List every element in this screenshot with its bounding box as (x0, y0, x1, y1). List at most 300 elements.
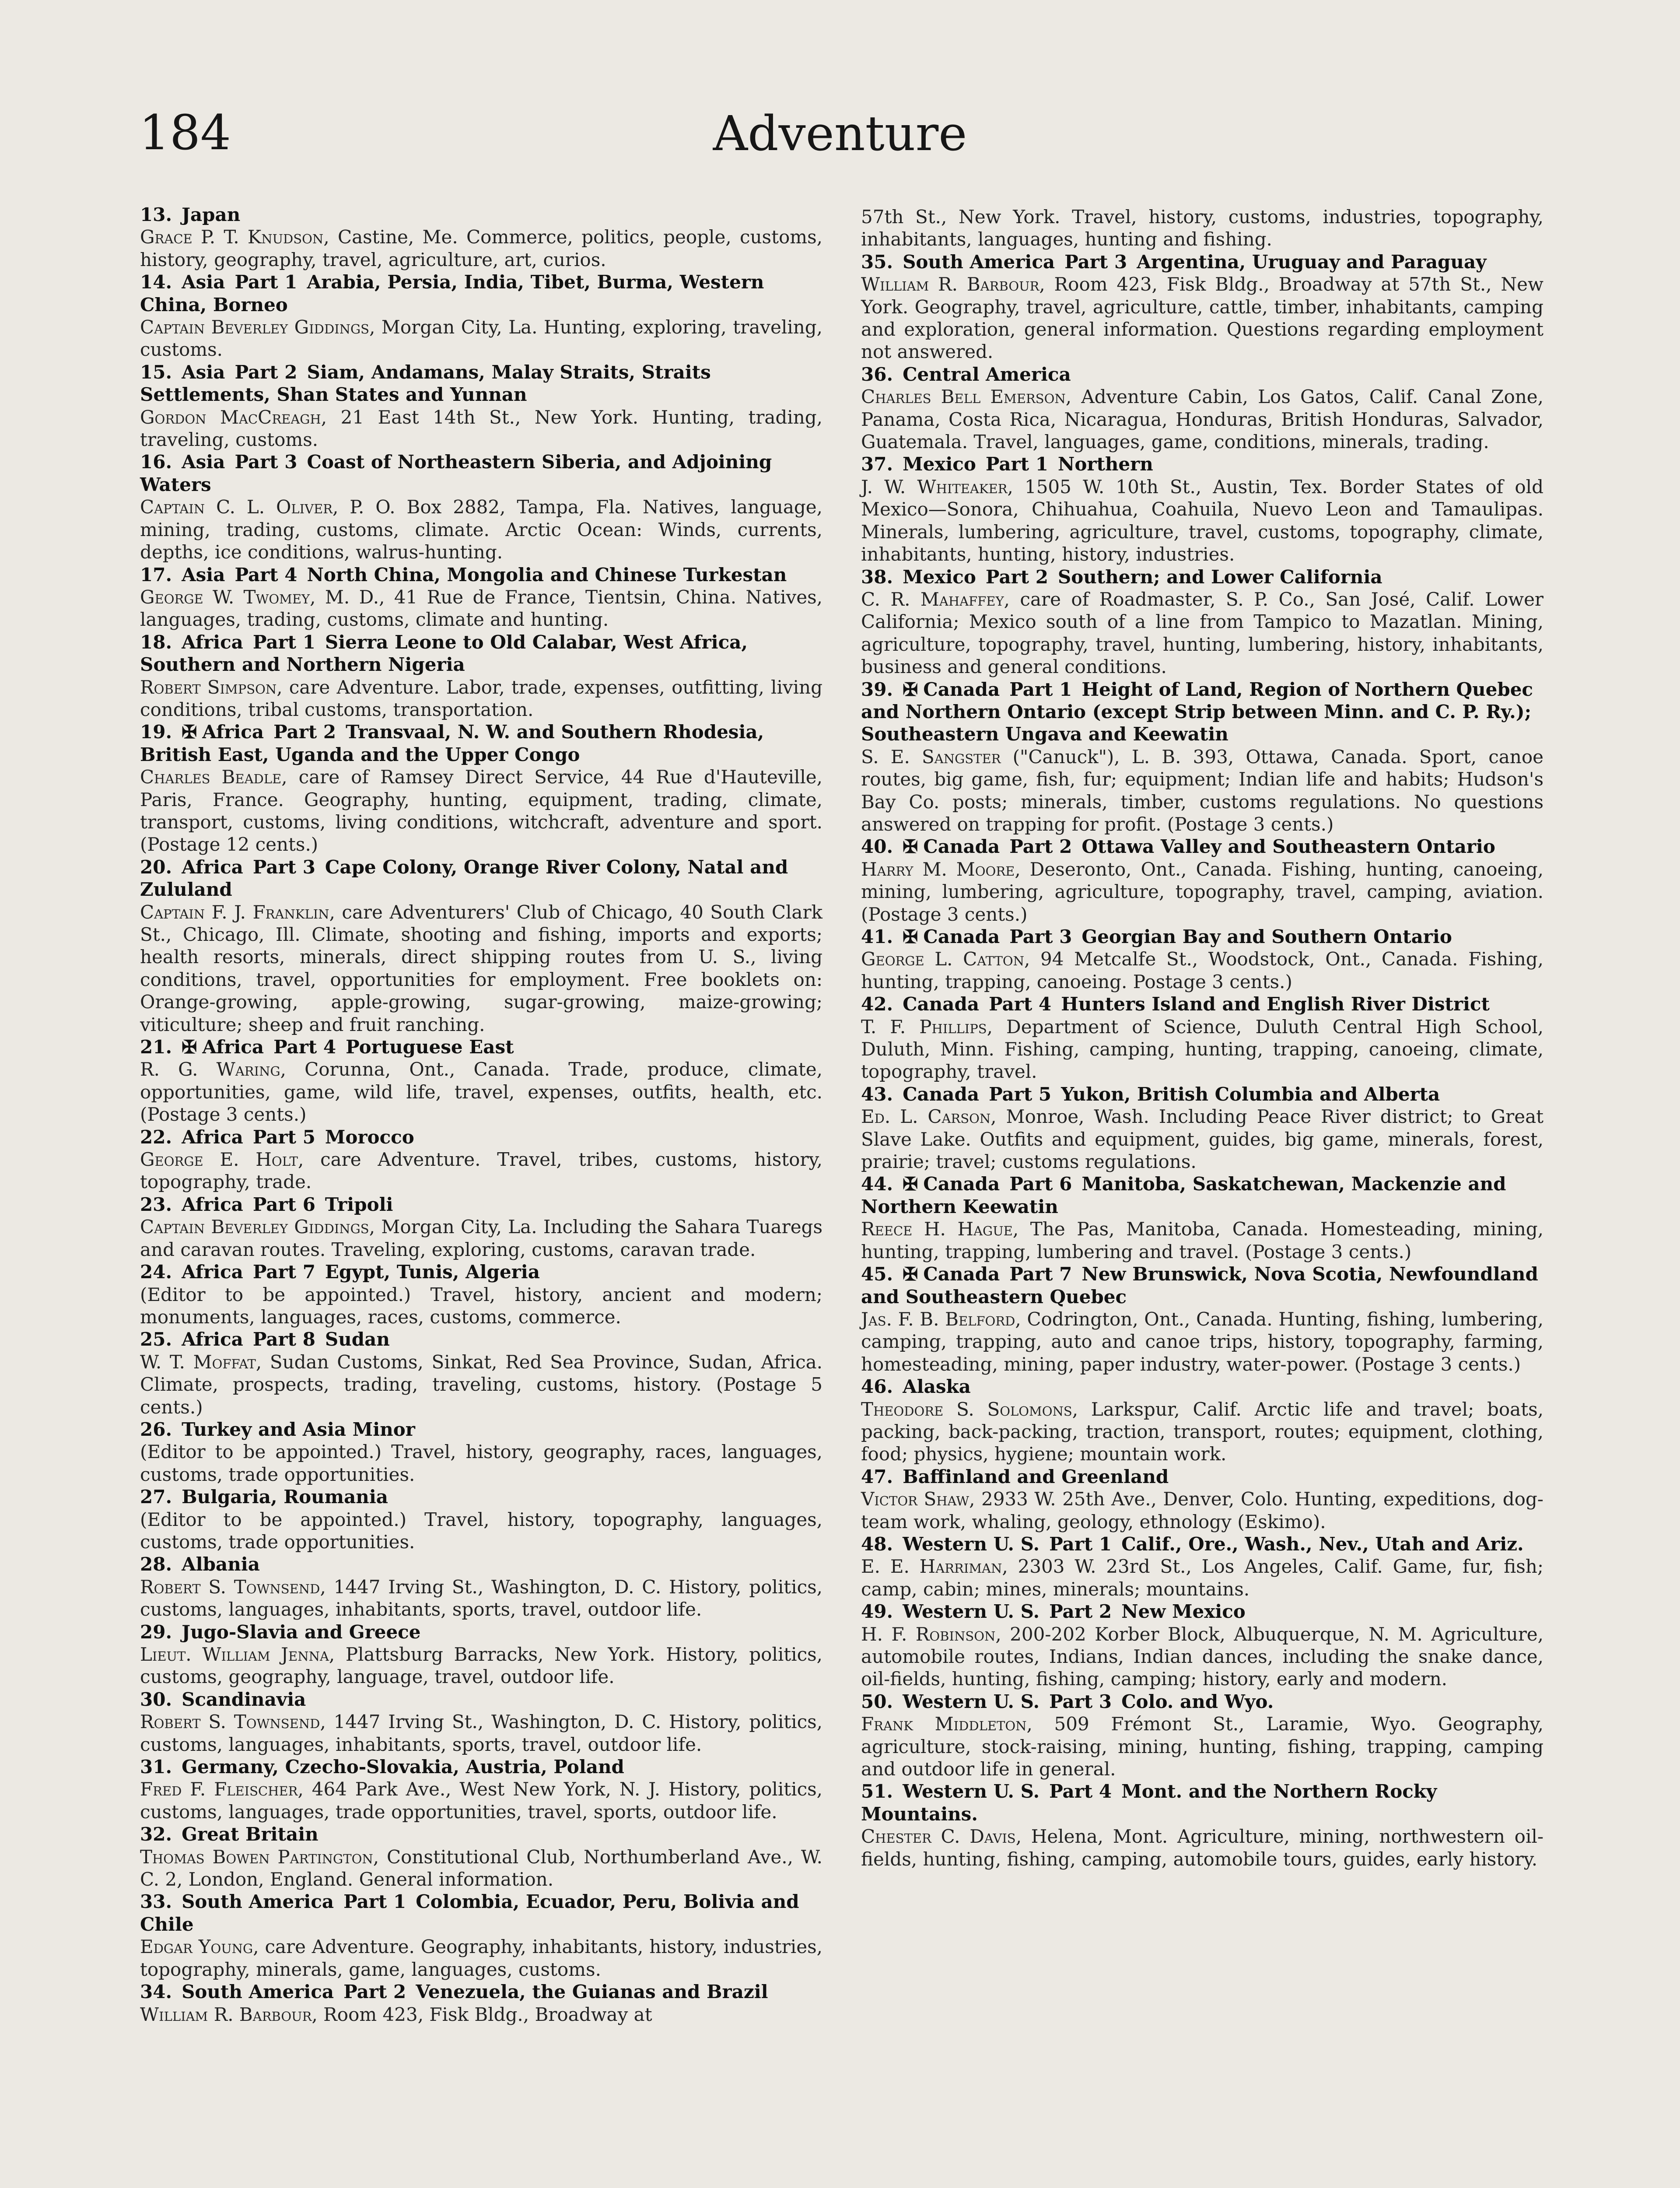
editor-name: Jas. F. B. Belford (861, 1308, 1015, 1330)
entry-part: Part 4 (989, 993, 1052, 1015)
entry-topic: Transvaal, N. W. and Southern Rhodesia, British East, Uganda and the Upper Congo (140, 721, 764, 765)
entry-part: Part 1 (343, 1891, 406, 1913)
editor-name: Thomas Bowen Partington (140, 1846, 373, 1868)
entry-number: 16. (140, 451, 172, 473)
directory-entry (140, 271, 822, 361)
right-column (861, 206, 1544, 1870)
entry-body (861, 588, 1544, 678)
cross-icon: ✠ (903, 836, 918, 858)
entry-number: 51. (861, 1781, 893, 1802)
entry-region: Africa (202, 721, 264, 743)
entry-topic: Height of Land, Region of Northern Quebec and Northern Ontario (except Strip between Minn. and C. P. Ry.); Southeastern Ungava and Keewatin (861, 678, 1533, 745)
entry-heading (861, 926, 1544, 948)
entry-description: , P. O. Box 2882, Tampa, Fla. Natives, language, mining, trading, customs, climate. Arctic Ocean: Winds, currents, depths, ice conditions, walrus-hunting. (140, 496, 822, 563)
entry-description: , Sudan Customs, Sinkat, Red Sea Province, Sudan, Africa. Climate, prospects, trading, traveling, customs, history. (Postage 5 cents.) (140, 1351, 822, 1418)
entry-part: Part 1 (252, 631, 315, 653)
entry-body (861, 1218, 1544, 1263)
entry-number: 15. (140, 361, 172, 383)
entry-heading (140, 271, 822, 316)
entry-body (140, 496, 822, 563)
entry-description: , Plattsburg Barracks, New York. History, politics, customs, geography, language, travel, outdoor life. (140, 1644, 822, 1688)
entry-part: Part 1 (234, 271, 298, 293)
entry-region: Western U. S. (903, 1601, 1040, 1623)
entry-description: , The Pas, Manitoba, Canada. Homesteading, mining, hunting, trapping, lumbering and travel. (Postage 3 cents.) (861, 1218, 1544, 1262)
directory-entry (140, 1756, 822, 1823)
entry-heading (861, 251, 1544, 273)
entry-region: Bulgaria, Roumania (182, 1486, 388, 1508)
entry-heading (140, 564, 822, 586)
entry-number: 50. (861, 1690, 893, 1712)
entry-part: Part 3 (1009, 926, 1072, 947)
entry-number: 38. (861, 566, 893, 588)
entry-part: Part 4 (1049, 1781, 1112, 1802)
entry-number: 45. (861, 1263, 893, 1285)
entry-number: 28. (140, 1553, 172, 1575)
entry-heading (140, 1418, 822, 1441)
entry-topic: Colombia, Ecuador, Peru, Bolivia and Chile (140, 1891, 799, 1935)
entry-region: Albania (182, 1553, 260, 1575)
entry-description: , Constitutional Club, Northumberland Ave., W. C. 2, London, England. General information. (140, 1846, 822, 1890)
entry-region: Canada (923, 836, 1000, 858)
entry-description: , Adventure Cabin, Los Gatos, Calif. Canal Zone, Panama, Costa Rica, Nicaragua, Honduras, British Honduras, Salvador, Guatemala. Travel, languages, game, conditions, minerals, trading. (861, 386, 1544, 453)
editor-name: E. E. Harriman (861, 1556, 1002, 1578)
entry-number: 47. (861, 1466, 893, 1487)
entry-body (861, 1555, 1544, 1600)
entry-body (861, 948, 1544, 993)
entry-body (140, 226, 822, 271)
entry-body (140, 1711, 822, 1756)
entry-topic: Colo. and Wyo. (1121, 1690, 1274, 1712)
entry-body (140, 1216, 822, 1261)
directory-entry (861, 251, 1544, 363)
entry-number: 26. (140, 1418, 172, 1440)
entry-region: Canada (923, 1263, 1000, 1285)
directory-entry (140, 1688, 822, 1756)
entry-heading (140, 1688, 822, 1711)
entry-body (861, 1623, 1544, 1690)
directory-entry (140, 564, 822, 631)
editor-name: Grace P. T. Knudson (140, 226, 324, 248)
entry-description: ("Canuck"), L. B. 393, Ottawa, Canada. Sport, canoe routes, big game, fish, fur; equipment; Indian life and habits; Hudson's Bay Co. posts; minerals, timber, customs regulations. No questions answered on trapping for profit. (Postage 3 cents.) (861, 746, 1544, 835)
entry-heading (140, 1193, 822, 1216)
entry-part: Part 4 (273, 1036, 336, 1058)
cross-icon: ✠ (182, 1036, 197, 1058)
entry-description: , 1505 W. 10th St., Austin, Tex. Border States of old Mexico—Sonora, Chihuahua, Coahuila, Nuevo Leon and Tamaulipas. Minerals, lumbering, agriculture, travel, customs, topography, climate, inhabitants, hunting, history, industries. (861, 476, 1544, 565)
entry-number: 41. (861, 926, 893, 947)
entry-body (861, 858, 1544, 926)
entry-description: , Helena, Mont. Agriculture, mining, northwestern oil-fields, hunting, fishing, camping, automobile tours, guides, early history. (861, 1826, 1544, 1870)
directory-entry (140, 1261, 822, 1328)
entry-topic: Southern; and Lower California (1057, 566, 1382, 588)
entry-region: Germany, Czecho-Slovakia, Austria, Poland (182, 1756, 624, 1778)
directory-entry (861, 1083, 1544, 1173)
entry-topic: North China, Mongolia and Chinese Turkestan (307, 564, 787, 586)
directory-entry (861, 1780, 1544, 1870)
entry-region: Western U. S. (903, 1533, 1040, 1555)
entry-topic: Mont. and the Northern Rocky Mountains. (861, 1781, 1437, 1825)
entry-description: , Morgan City, La. Hunting, exploring, traveling, customs. (140, 316, 822, 361)
entry-body (861, 1398, 1544, 1466)
entry-body (861, 1488, 1544, 1533)
entry-description: , M. D., 41 Rue de France, Tientsin, China. Natives, languages, trading, customs, climate and hunting. (140, 586, 822, 631)
entry-number: 32. (140, 1823, 172, 1845)
entry-region: Canada (903, 1083, 980, 1105)
entry-heading (140, 856, 822, 901)
entry-topic: Calif., Ore., Wash., Nev., Utah and Ariz. (1121, 1533, 1524, 1555)
cross-icon: ✠ (903, 678, 918, 700)
entry-part: Part 2 (343, 1981, 406, 2003)
entry-topic: New Brunswick, Nova Scotia, Newfoundland and Southeastern Quebec (861, 1263, 1538, 1308)
entry-part: Part 5 (252, 1126, 315, 1148)
entry-body (861, 746, 1544, 836)
entry-body (140, 1846, 822, 1891)
entry-topic: Morocco (325, 1126, 414, 1148)
entry-topic: Georgian Bay and Southern Ontario (1082, 926, 1452, 947)
editor-name: Ed. L. Carson (861, 1106, 991, 1128)
entry-part: Part 8 (252, 1329, 315, 1350)
entry-description: , Room 423, Fisk Bldg., Broadway at (312, 2003, 652, 2025)
entry-description: , 21 East 14th St., New York. Hunting, trading, traveling, customs. (140, 406, 823, 451)
entry-topic: Siam, Andamans, Malay Straits, Straits Settlements, Shan States and Yunnan (140, 361, 711, 406)
directory-entry (140, 451, 822, 563)
entry-heading (140, 1553, 822, 1575)
entry-number: 23. (140, 1193, 172, 1215)
entry-description: , care Adventure. Labor, trade, expenses, outfitting, living conditions, tribal customs, transportation. (140, 676, 822, 720)
entry-body (140, 1778, 822, 1823)
entry-region: Africa (182, 1193, 243, 1215)
entry-region: Asia (182, 361, 225, 383)
entry-region: Africa (182, 856, 243, 878)
editor-name: George L. Catton (861, 948, 1025, 970)
entry-heading (861, 1600, 1544, 1623)
directory-entry (861, 206, 1544, 251)
entry-number: 34. (140, 1981, 172, 2003)
directory-entry (140, 1890, 822, 1981)
entry-body (861, 1713, 1544, 1780)
editor-name: Gordon MacCreagh (140, 406, 321, 428)
entry-number: 39. (861, 678, 893, 700)
directory-entry (140, 361, 822, 451)
entry-body (861, 206, 1544, 251)
entry-region: Japan (182, 204, 241, 225)
entry-description: , Corunna, Ont., Canada. Trade, produce, climate, opportunities, game, wild life, travel, expenses, outfits, health, etc. (Postage 3 cents.) (140, 1059, 822, 1126)
entry-region: Asia (182, 564, 225, 586)
entry-part: Part 7 (252, 1261, 315, 1283)
entry-heading (861, 678, 1544, 746)
directory-entry (861, 566, 1544, 678)
entry-topic: Portuguese East (346, 1036, 514, 1058)
entry-region: Western U. S. (903, 1781, 1040, 1802)
entry-part: Part 1 (1049, 1533, 1112, 1555)
editor-name: George W. Twomey (140, 586, 310, 608)
editor-name: H. F. Robinson (861, 1623, 996, 1645)
entry-region: Africa (182, 1329, 243, 1350)
entry-region: Scandinavia (182, 1688, 306, 1710)
cross-icon: ✠ (903, 1263, 918, 1285)
editor-name: Reece H. Hague (861, 1218, 1013, 1240)
entry-body (861, 476, 1544, 566)
entry-body (861, 386, 1544, 453)
entry-region: Turkey and Asia Minor (182, 1418, 415, 1440)
entry-description: , Codrington, Ont., Canada. Hunting, fishing, lumbering, camping, trapping, auto and canoe trips, history, topography, farming, homesteading, mining, paper industry, water-power. (Postage 3 cents.) (861, 1308, 1544, 1375)
entry-heading (861, 1173, 1544, 1218)
entry-heading (140, 1126, 822, 1148)
entry-number: 42. (861, 993, 893, 1015)
entry-region: Asia (182, 451, 225, 473)
entry-part: Part 2 (234, 361, 298, 383)
directory-entry (861, 1600, 1544, 1690)
entry-region: Canada (903, 993, 980, 1015)
entry-number: 36. (861, 363, 893, 385)
left-column (140, 203, 822, 2026)
entry-region: Mexico (903, 453, 976, 475)
entry-number: 40. (861, 836, 893, 858)
directory-entry (140, 1486, 822, 1553)
editor-name: C. R. Mahaffey (861, 588, 1004, 610)
editor-name: Victor Shaw (861, 1488, 970, 1510)
directory-entry (861, 1173, 1544, 1263)
entry-heading (140, 1981, 822, 2003)
cross-icon: ✠ (903, 1173, 918, 1195)
entry-number: 33. (140, 1891, 172, 1913)
entry-number: 22. (140, 1126, 172, 1148)
entry-number: 35. (861, 251, 893, 273)
directory-entry (140, 1193, 822, 1261)
entry-topic: Ottawa Valley and Southeastern Ontario (1082, 836, 1495, 858)
entry-description: , care Adventurers' Club of Chicago, 40 South Clark St., Chicago, Ill. Climate, shooting and fishing, imports and exports; health resorts, minerals, direct shipping routes from U. S., living conditions, travel, opportunities for employment. Free booklets on: Orange-growing, apple-growing, sugar-growing, maize-growing; viticulture; sheep and fruit ranching. (140, 901, 822, 1035)
directory-entry (140, 1621, 822, 1688)
entry-number: 30. (140, 1688, 172, 1710)
entry-description: , care Adventure. Geography, inhabitants, history, industries, topography, minerals, game, languages, customs. (140, 1936, 823, 1980)
entry-body (140, 901, 822, 1036)
entry-region: Alaska (903, 1376, 971, 1398)
entry-description: , Larkspur, Calif. Arctic life and travel; boats, packing, back-packing, traction, transport, routes; equipment, clothing, food; physics, hygiene; mountain work. (861, 1398, 1544, 1465)
page-number: 184 (139, 105, 231, 161)
directory-entry (861, 1466, 1544, 1533)
entry-heading (861, 363, 1544, 386)
directory-entry (140, 1418, 822, 1486)
entry-heading (140, 1890, 822, 1936)
directory-entry (861, 1690, 1544, 1781)
entry-heading (861, 1466, 1544, 1488)
directory-entry (861, 1263, 1544, 1375)
entry-topic: Yukon, British Columbia and Alberta (1061, 1083, 1440, 1105)
entry-description: , care Adventure. Travel, tribes, customs, history, topography, trade. (140, 1149, 823, 1193)
entry-number: 27. (140, 1486, 172, 1508)
entry-part: Part 3 (1049, 1690, 1112, 1712)
entry-heading (140, 451, 822, 496)
entry-heading (861, 835, 1544, 858)
editor-name: Charles Bell Emerson (861, 386, 1066, 408)
entry-body (140, 766, 822, 856)
entry-number: 24. (140, 1261, 172, 1283)
entry-number: 31. (140, 1756, 172, 1778)
entry-region: Africa (182, 1126, 243, 1148)
entry-part: Part 5 (989, 1083, 1052, 1105)
entry-part: Part 6 (1009, 1173, 1072, 1195)
entry-number: 48. (861, 1533, 893, 1555)
entry-description: , care of Ramsey Direct Service, 44 Rue d'Hauteville, Paris, France. Geography, hunting, equipment, trading, climate, transport, customs, living conditions, witchcraft, adventure and sport. (Postage 12 cents.) (140, 766, 822, 856)
entry-number: 20. (140, 856, 172, 878)
entry-part: Part 2 (1009, 836, 1072, 858)
entry-body (140, 1351, 822, 1418)
entry-region: Africa (202, 1036, 264, 1058)
entry-description: (Editor to be appointed.) Travel, history, geography, races, languages, customs, trade opportunities. (140, 1441, 822, 1485)
entry-number: 43. (861, 1083, 893, 1105)
entry-region: Jugo-Slavia and Greece (182, 1621, 421, 1643)
entry-topic: Manitoba, Saskatchewan, Mackenzie and Northern Keewatin (861, 1173, 1506, 1217)
entry-description: , Castine, Me. Commerce, politics, people, customs, history, geography, travel, agriculture, art, curios. (140, 226, 822, 270)
entry-part: Part 3 (252, 856, 315, 878)
entry-body (140, 1148, 822, 1193)
editor-name: Theodore S. Solomons (861, 1398, 1072, 1420)
entry-part: Part 1 (1009, 678, 1072, 700)
entry-topic: Hunters Island and English River District (1061, 993, 1490, 1015)
entry-description: , care of Roadmaster, S. P. Co., San José, Calif. Lower California; Mexico south of a line from Tampico to Mazatlan. Mining, agriculture, topography, travel, hunting, lumbering, history, inhabitants, business and general conditions. (861, 588, 1544, 678)
editor-name: Captain F. J. Franklin (140, 901, 329, 923)
entry-topic: Cape Colony, Orange River Colony, Natal and Zululand (140, 856, 788, 901)
entry-part: Part 6 (252, 1193, 315, 1215)
entry-heading (861, 453, 1544, 475)
entry-number: 49. (861, 1601, 893, 1623)
entry-description: , Room 423, Fisk Bldg., Broadway at 57th St., New York. Geography, travel, agriculture, cattle, timber, inhabitants, camping and exploration, general information. Questions regarding employment not answered. (861, 274, 1544, 363)
entry-body (140, 2003, 822, 2026)
entry-region: Great Britain (182, 1823, 318, 1845)
editor-name: Captain Beverley Giddings (140, 1216, 369, 1238)
editor-name: Lieut. William Jenna (140, 1644, 329, 1665)
entry-number: 37. (861, 453, 893, 475)
entry-region: Western U. S. (903, 1690, 1040, 1712)
entry-topic: Northern (1057, 453, 1153, 475)
editor-name: William R. Barbour (861, 274, 1040, 295)
entry-heading (140, 1261, 822, 1283)
entry-part: Part 7 (1009, 1263, 1072, 1285)
directory-entry (140, 1036, 822, 1126)
entry-region: Canada (923, 1173, 1000, 1195)
cross-icon: ✠ (903, 926, 918, 947)
entry-description: , 2303 W. 23rd St., Los Angeles, Calif. Game, fur, fish; camp, cabin; mines, minerals; mountains. (861, 1556, 1544, 1600)
editor-name: Chester C. Davis (861, 1826, 1016, 1848)
entry-body (140, 586, 822, 631)
entry-body (861, 1308, 1544, 1375)
entry-part: Part 3 (1064, 251, 1127, 273)
editor-name: Robert Simpson (140, 676, 277, 698)
entry-region: Baffinland and Greenland (903, 1466, 1169, 1487)
entry-description: , 464 Park Ave., West New York, N. J. History, politics, customs, languages, trade opportunities, travel, sports, outdoor life. (140, 1778, 822, 1823)
entry-body (861, 1105, 1544, 1173)
directory-entry (861, 926, 1544, 993)
entry-heading (861, 1533, 1544, 1555)
entry-description: , 2933 W. 25th Ave., Denver, Colo. Hunting, expeditions, dog-team work, whaling, geology, ethnology (Eskimo). (861, 1488, 1544, 1532)
directory-entry (140, 856, 822, 1036)
directory-entry (140, 1823, 822, 1890)
entry-body (861, 1825, 1544, 1870)
editor-name: Robert S. Townsend (140, 1576, 320, 1598)
entry-body (140, 676, 822, 721)
entry-topic: Tripoli (325, 1193, 393, 1215)
entry-body (140, 406, 822, 451)
entry-topic: Sudan (325, 1329, 390, 1350)
editor-name: R. G. Waring (140, 1059, 280, 1080)
entry-number: 19. (140, 721, 172, 743)
directory-entry (861, 678, 1544, 836)
entry-part: Part 2 (985, 566, 1048, 588)
entry-heading (140, 721, 822, 766)
entry-topic: Argentina, Uruguay and Paraguay (1137, 251, 1487, 273)
entry-heading (140, 1486, 822, 1508)
entry-number: 14. (140, 271, 172, 293)
editor-name: J. W. Whiteaker (861, 476, 1008, 498)
entry-body (140, 1936, 822, 1981)
editor-name: Edgar Young (140, 1936, 253, 1958)
entry-topic: Sierra Leone to Old Calabar, West Africa, Southern and Northern Nigeria (140, 631, 748, 676)
entry-region: Central America (903, 363, 1071, 385)
entry-heading (140, 631, 822, 676)
entry-part: Part 4 (234, 564, 298, 586)
entry-topic: Venezuela, the Guianas and Brazil (416, 1981, 768, 2003)
entry-number: 13. (140, 204, 172, 225)
entry-part: Part 2 (273, 721, 336, 743)
entry-heading (140, 1621, 822, 1643)
entry-description: , 509 Frémont St., Laramie, Wyo. Geography, agriculture, stock-raising, mining, hunting, fishing, trapping, camping and outdoor life in general. (861, 1713, 1544, 1780)
entry-heading (861, 993, 1544, 1015)
editor-name: Captain C. L. Oliver (140, 496, 333, 518)
entry-body (861, 273, 1544, 363)
editor-name: W. T. Moffat (140, 1351, 256, 1373)
directory-entry (861, 453, 1544, 565)
entry-heading (861, 566, 1544, 588)
entry-heading (861, 1263, 1544, 1308)
page-title: Adventure (713, 105, 967, 161)
entry-description: , Department of Science, Duluth Central High School, Duluth, Minn. Fishing, camping, hunting, trapping, canoeing, climate, topography, travel. (861, 1016, 1544, 1083)
entry-heading (861, 1780, 1544, 1825)
entry-heading (861, 1375, 1544, 1398)
entry-number: 29. (140, 1621, 172, 1643)
entry-body (140, 316, 822, 361)
entry-topic: Arabia, Persia, India, Tibet, Burma, Western China, Borneo (140, 271, 764, 316)
entry-region: Mexico (903, 566, 976, 588)
entry-description: , 200-202 Korber Block, Albuquerque, N. M. Agriculture, automobile routes, Indians, Indian dances, including the snake dance, oil-fields, hunting, fishing, camping; history, early and modern. (861, 1623, 1544, 1690)
entry-heading (140, 1756, 822, 1778)
entry-region: Asia (182, 271, 225, 293)
directory-entry (140, 1553, 822, 1620)
entry-description: , 1447 Irving St., Washington, D. C. History, politics, customs, languages, inhabitants, sports, travel, outdoor life. (140, 1711, 822, 1755)
entry-body (140, 1508, 822, 1553)
entry-body (861, 1016, 1544, 1083)
entry-region: Canada (923, 678, 1000, 700)
entry-description: , Deseronto, Ont., Canada. Fishing, hunting, canoeing, mining, lumbering, agriculture, topography, travel, camping, aviation. (Postage 3 cents.) (861, 858, 1544, 925)
entry-description: (Editor to be appointed.) Travel, history, topography, languages, customs, trade opportunities. (140, 1508, 822, 1553)
entry-description: , 94 Metcalfe St., Woodstock, Ont., Canada. Fishing, hunting, trapping, canoeing. Postage 3 cents.) (861, 948, 1544, 992)
entry-part: Part 1 (985, 453, 1048, 475)
entry-heading (140, 1328, 822, 1350)
entry-number: 21. (140, 1036, 172, 1058)
entry-number: 44. (861, 1173, 893, 1195)
editor-name: Harry M. Moore (861, 858, 1015, 880)
editor-name: George E. Holt (140, 1149, 298, 1171)
entry-number: 17. (140, 564, 172, 586)
directory-entry (861, 835, 1544, 926)
entry-body (140, 1441, 822, 1486)
directory-entry (861, 1533, 1544, 1600)
entry-heading (140, 203, 822, 226)
entry-region: Canada (923, 926, 1000, 947)
directory-entry (140, 1981, 822, 2026)
directory-entry (140, 1328, 822, 1418)
entry-topic: Coast of Northeastern Siberia, and Adjoining Waters (140, 451, 772, 495)
entry-topic: Egypt, Tunis, Algeria (325, 1261, 540, 1283)
entry-region: South America (182, 1981, 334, 2003)
